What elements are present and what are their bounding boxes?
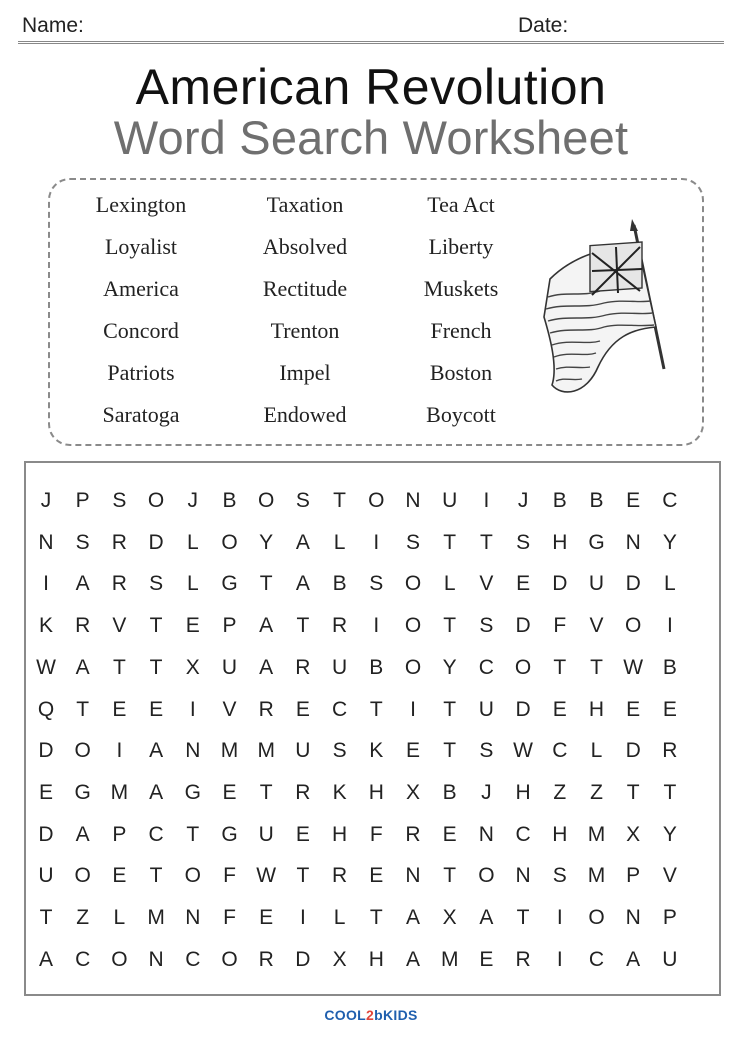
grid-letter[interactable]: R <box>662 739 678 763</box>
grid-letter[interactable]: I <box>299 906 306 929</box>
grid-letter[interactable]: W <box>513 739 533 763</box>
grid-letter[interactable]: L <box>113 906 126 929</box>
grid-letter[interactable]: Y <box>662 822 677 846</box>
grid-letter[interactable]: S <box>332 739 347 763</box>
grid-letter[interactable]: P <box>222 614 237 638</box>
grid-letter[interactable]: T <box>259 780 273 804</box>
grid-letter[interactable]: T <box>443 614 457 638</box>
grid-letter[interactable]: X <box>626 822 641 846</box>
grid-letter[interactable]: I <box>666 614 673 638</box>
grid-letter[interactable]: L <box>664 572 676 596</box>
grid-letter[interactable]: B <box>589 489 604 512</box>
grid-letter[interactable]: R <box>405 822 421 846</box>
grid-letter[interactable]: A <box>75 572 90 596</box>
grid-letter[interactable]: T <box>149 864 163 888</box>
grid-letter[interactable]: E <box>552 697 567 721</box>
grid-letter[interactable]: U <box>662 947 678 971</box>
grid-letter[interactable]: W <box>623 655 644 679</box>
grid-letter[interactable]: Y <box>662 530 677 554</box>
grid-letter[interactable]: D <box>552 572 568 596</box>
word-list-item: Lexington <box>95 192 187 217</box>
grid-letter[interactable]: R <box>295 780 311 804</box>
grid-letter[interactable]: M <box>147 906 165 929</box>
grid-letter[interactable]: E <box>259 906 274 929</box>
grid-letter[interactable]: M <box>220 739 239 763</box>
word-list-item: Rectitude <box>262 276 348 301</box>
grid-letter[interactable]: A <box>295 572 310 596</box>
grid-letter[interactable]: T <box>333 489 346 512</box>
grid-letter[interactable]: R <box>111 530 127 554</box>
grid-letter[interactable]: S <box>149 572 164 596</box>
grid-letter[interactable]: S <box>369 572 384 596</box>
grid-letter[interactable]: H <box>588 697 605 721</box>
grid-letter[interactable]: E <box>405 739 420 763</box>
grid-letter[interactable]: T <box>443 530 457 554</box>
grid-letter[interactable]: W <box>36 655 56 679</box>
grid-letter[interactable]: A <box>479 906 494 929</box>
grid-letter[interactable]: A <box>149 739 164 763</box>
grid-letter[interactable]: E <box>38 780 53 804</box>
grid-letter[interactable]: B <box>332 572 347 596</box>
grid-letter[interactable]: T <box>186 822 200 846</box>
grid-letter[interactable]: T <box>443 697 457 721</box>
grid-letter[interactable]: H <box>368 780 384 804</box>
grid-letter[interactable]: C <box>552 739 568 763</box>
grid-letter[interactable]: E <box>662 697 677 721</box>
grid-letter[interactable]: R <box>111 572 127 596</box>
word-list-item: Saratoga <box>102 402 180 427</box>
grid-letter[interactable]: G <box>221 822 238 846</box>
grid-letter[interactable]: N <box>185 906 201 929</box>
grid-letter[interactable]: O <box>368 489 385 512</box>
word-list-item: Impel <box>279 360 331 385</box>
grid-letter[interactable]: X <box>405 780 420 804</box>
word-list-item: Taxation <box>266 192 344 217</box>
header-divider <box>18 41 724 44</box>
grid-letter[interactable]: R <box>258 697 274 721</box>
grid-letter[interactable]: J <box>40 489 52 512</box>
grid-letter[interactable]: S <box>516 530 531 554</box>
name-label: Name: <box>22 14 84 37</box>
word-list-item: Absolved <box>262 234 348 259</box>
grid-letter[interactable]: T <box>296 614 310 638</box>
grid-letter[interactable]: R <box>75 614 91 638</box>
grid-letter[interactable]: X <box>442 906 457 929</box>
grid-letter[interactable]: M <box>257 739 275 763</box>
grid-letter[interactable]: L <box>333 906 346 929</box>
grid-letter[interactable]: C <box>185 947 201 971</box>
grid-letter[interactable]: E <box>626 489 641 512</box>
cool2bkids-logo: COOL2bKIDS <box>324 1007 418 1023</box>
word-list-item: Trenton <box>270 318 340 343</box>
grid-letter[interactable]: O <box>221 947 238 971</box>
grid-letter[interactable]: Z <box>76 906 90 929</box>
grid-letter[interactable]: T <box>39 906 53 929</box>
grid-letter[interactable]: P <box>626 864 641 888</box>
grid-letter[interactable]: M <box>110 780 129 804</box>
grid-letter[interactable]: N <box>515 864 531 888</box>
grid-letter[interactable]: I <box>373 614 380 638</box>
grid-letter[interactable]: T <box>149 655 163 679</box>
grid-letter[interactable]: B <box>442 780 457 804</box>
grid-letter[interactable]: H <box>515 780 531 804</box>
word-list-item: Muskets <box>423 276 499 301</box>
grid-letter[interactable]: D <box>38 822 54 846</box>
grid-letter[interactable]: C <box>148 822 164 846</box>
word-list-item: French <box>430 318 492 343</box>
grid-letter[interactable]: T <box>259 572 273 596</box>
grid-letter[interactable]: N <box>148 947 164 971</box>
grid-letter[interactable]: I <box>483 489 490 512</box>
word-list-item: Tea Act <box>427 192 495 217</box>
grid-letter[interactable]: L <box>186 530 199 554</box>
grid-letter[interactable]: R <box>332 614 348 638</box>
grid-letter[interactable]: B <box>662 655 677 679</box>
grid-letter[interactable]: N <box>38 530 54 554</box>
grid-letter[interactable]: P <box>662 906 677 929</box>
word-list-item: Patriots <box>107 360 175 385</box>
grid-letter[interactable]: S <box>112 489 127 512</box>
grid-letter[interactable]: O <box>184 864 201 888</box>
grid-letter[interactable]: D <box>148 530 164 554</box>
grid-letter[interactable]: E <box>442 822 457 846</box>
grid-letter[interactable]: R <box>515 947 531 971</box>
grid-letter[interactable]: V <box>222 697 237 721</box>
grid-letter[interactable]: J <box>517 489 529 512</box>
grid-letter[interactable]: C <box>75 947 91 971</box>
grid-letter[interactable]: I <box>556 906 563 929</box>
grid-letter[interactable]: K <box>332 780 347 804</box>
grid-letter[interactable]: O <box>147 489 165 512</box>
grid-letter[interactable]: Y <box>259 530 274 554</box>
grid-letter[interactable]: T <box>112 655 126 679</box>
grid-letter[interactable]: L <box>590 739 603 763</box>
grid-letter[interactable]: E <box>479 947 494 971</box>
grid-letter[interactable]: E <box>149 697 164 721</box>
grid-letter[interactable]: M <box>440 947 459 971</box>
grid-letter[interactable]: K <box>369 739 384 763</box>
grid-letter[interactable]: B <box>222 489 237 512</box>
grid-letter[interactable]: U <box>442 489 458 512</box>
grid-letter[interactable]: O <box>258 489 275 512</box>
grid-letter[interactable]: U <box>588 572 605 596</box>
grid-letter[interactable]: E <box>626 697 641 721</box>
grid-letter[interactable]: G <box>588 530 605 554</box>
grid-letter[interactable]: T <box>149 614 163 638</box>
word-list-item: Boycott <box>426 402 496 427</box>
grid-letter[interactable]: G <box>221 572 238 596</box>
grid-letter[interactable]: F <box>369 822 383 846</box>
grid-letter[interactable]: D <box>625 572 641 596</box>
grid-letter[interactable]: C <box>515 822 531 846</box>
grid-letter[interactable]: K <box>38 614 53 638</box>
grid-letter[interactable]: T <box>369 697 383 721</box>
grid-letter[interactable]: T <box>369 906 383 929</box>
grid-letter[interactable]: E <box>295 822 310 846</box>
grid-letter[interactable]: N <box>185 739 201 763</box>
grid-letter[interactable]: B <box>552 489 567 512</box>
grid-letter[interactable]: C <box>478 655 494 679</box>
grid-letter[interactable]: L <box>443 572 456 596</box>
grid-letter[interactable]: T <box>443 864 457 888</box>
grid-letter[interactable]: G <box>184 780 201 804</box>
page-title: American Revolution <box>135 59 607 115</box>
grid-letter[interactable]: M <box>587 822 606 846</box>
word-list-item: Boston <box>429 360 493 385</box>
grid-letter[interactable]: X <box>185 655 200 679</box>
grid-letter[interactable]: E <box>295 697 310 721</box>
grid-letter[interactable]: J <box>481 780 492 804</box>
grid-letter[interactable]: B <box>369 655 384 679</box>
word-search-grid <box>24 461 721 996</box>
grid-letter[interactable]: N <box>478 822 494 846</box>
grid-letter[interactable]: Z <box>553 780 567 804</box>
grid-letter[interactable]: T <box>479 530 493 554</box>
grid-letter[interactable]: A <box>149 780 164 804</box>
grid-letter[interactable]: H <box>332 822 348 846</box>
grid-letter[interactable]: P <box>112 822 127 846</box>
grid-letter[interactable]: F <box>553 614 567 638</box>
grid-letter[interactable]: E <box>222 780 237 804</box>
grid-letter[interactable]: C <box>662 489 678 512</box>
grid-letter[interactable]: T <box>76 697 90 721</box>
grid-letter[interactable]: A <box>75 822 90 846</box>
grid-letter[interactable]: O <box>514 655 532 679</box>
grid-letter[interactable]: A <box>405 947 420 971</box>
grid-letter[interactable]: A <box>405 906 420 929</box>
grid-letter[interactable]: H <box>368 947 384 971</box>
grid-letter[interactable]: I <box>556 947 563 971</box>
grid-letter[interactable]: T <box>663 780 677 804</box>
grid-letter[interactable]: V <box>112 614 127 638</box>
grid-letter[interactable]: V <box>589 614 604 638</box>
grid-letter[interactable]: U <box>478 697 494 721</box>
header-row <box>22 12 722 42</box>
grid-letter[interactable]: F <box>223 864 236 888</box>
grid-letter[interactable]: A <box>75 655 90 679</box>
grid-letter[interactable]: I <box>373 530 380 554</box>
grid-letter[interactable]: D <box>515 614 531 638</box>
grid-letter[interactable]: A <box>626 947 641 971</box>
grid-letter[interactable]: I <box>189 697 196 721</box>
grid-letter[interactable]: G <box>74 780 91 804</box>
grid-letter[interactable]: W <box>256 864 277 888</box>
grid-letter[interactable]: T <box>516 906 530 929</box>
grid-letter[interactable]: A <box>259 614 274 638</box>
grid-letter[interactable]: T <box>626 780 640 804</box>
grid-letter[interactable]: E <box>112 864 127 888</box>
grid-letter[interactable]: O <box>478 864 495 888</box>
grid-letter[interactable]: J <box>187 489 199 512</box>
grid-letter[interactable]: H <box>552 822 568 846</box>
grid-letter[interactable]: S <box>479 614 494 638</box>
grid-letter[interactable]: O <box>625 614 642 638</box>
grid-letter[interactable]: S <box>405 530 420 554</box>
grid-letter[interactable]: U <box>38 864 54 888</box>
grid-letter[interactable]: U <box>258 822 274 846</box>
grid-letter[interactable]: Y <box>442 655 457 679</box>
grid-letter[interactable]: D <box>515 697 531 721</box>
word-list-item: Concord <box>103 318 179 343</box>
grid-letter[interactable]: O <box>404 572 422 596</box>
grid-letter[interactable]: Q <box>37 697 55 721</box>
grid-letter[interactable]: O <box>74 739 91 763</box>
grid-letter[interactable]: D <box>295 947 311 971</box>
grid-letter[interactable]: E <box>516 572 531 596</box>
grid-letter[interactable]: T <box>553 655 567 679</box>
grid-letter[interactable]: A <box>295 530 310 554</box>
grid-letter[interactable]: I <box>116 739 123 763</box>
grid-letter[interactable]: N <box>625 530 641 554</box>
grid-letter[interactable]: O <box>74 864 91 888</box>
grid-letter[interactable]: C <box>588 947 605 971</box>
word-list-item: America <box>103 276 179 301</box>
grid-letter[interactable]: T <box>443 739 457 763</box>
grid-letter[interactable]: V <box>479 572 494 596</box>
grid-letter[interactable]: U <box>295 739 311 763</box>
grid-letter[interactable]: A <box>38 947 53 971</box>
page-subtitle: Word Search Worksheet <box>113 111 629 164</box>
word-list-item: Endowed <box>263 402 347 427</box>
grid-letter[interactable]: T <box>296 864 310 888</box>
grid-letter[interactable]: O <box>404 655 422 679</box>
grid-letter[interactable]: O <box>588 906 605 929</box>
grid-letter[interactable]: F <box>223 906 236 929</box>
grid-letter[interactable]: E <box>369 864 384 888</box>
word-list-item: Liberty <box>428 234 494 259</box>
grid-letter[interactable]: L <box>186 572 199 596</box>
grid-letter[interactable]: X <box>332 947 347 971</box>
grid-letter[interactable]: Z <box>590 780 603 804</box>
grid-letter[interactable]: O <box>111 947 128 971</box>
grid-letter[interactable]: E <box>112 697 127 721</box>
grid-letter[interactable]: U <box>332 655 348 679</box>
grid-letter[interactable]: R <box>332 864 348 888</box>
grid-letter[interactable]: I <box>410 697 416 721</box>
grid-letter[interactable]: M <box>587 864 606 888</box>
grid-letter[interactable]: N <box>405 489 421 512</box>
grid-letter[interactable]: E <box>185 614 200 638</box>
grid-letter[interactable]: T <box>590 655 603 679</box>
grid-letter[interactable]: L <box>333 530 346 554</box>
american-flag-icon <box>542 217 672 407</box>
grid-letter[interactable]: S <box>552 864 567 888</box>
grid-letter[interactable]: N <box>405 864 421 888</box>
grid-letter[interactable]: S <box>479 739 494 763</box>
grid-letter[interactable]: S <box>75 530 90 554</box>
grid-letter[interactable]: A <box>259 655 274 679</box>
word-list-item: Loyalist <box>104 234 178 259</box>
grid-letter[interactable]: R <box>258 947 274 971</box>
date-label: Date: <box>518 14 569 37</box>
grid-letter[interactable]: R <box>295 655 311 679</box>
grid-letter[interactable]: D <box>625 739 641 763</box>
grid-letter[interactable]: U <box>221 655 238 679</box>
grid-letter[interactable]: V <box>662 864 677 888</box>
grid-letter[interactable]: N <box>625 906 641 929</box>
grid-letter[interactable]: H <box>552 530 568 554</box>
grid-letter[interactable]: O <box>221 530 238 554</box>
grid-letter[interactable]: C <box>332 697 348 721</box>
word-list-box <box>48 178 704 446</box>
grid-letter[interactable]: I <box>43 572 49 596</box>
grid-letter[interactable]: S <box>295 489 310 512</box>
grid-letter[interactable]: D <box>38 739 54 763</box>
grid-letter[interactable]: P <box>75 489 90 512</box>
grid-letter[interactable]: O <box>404 614 422 638</box>
